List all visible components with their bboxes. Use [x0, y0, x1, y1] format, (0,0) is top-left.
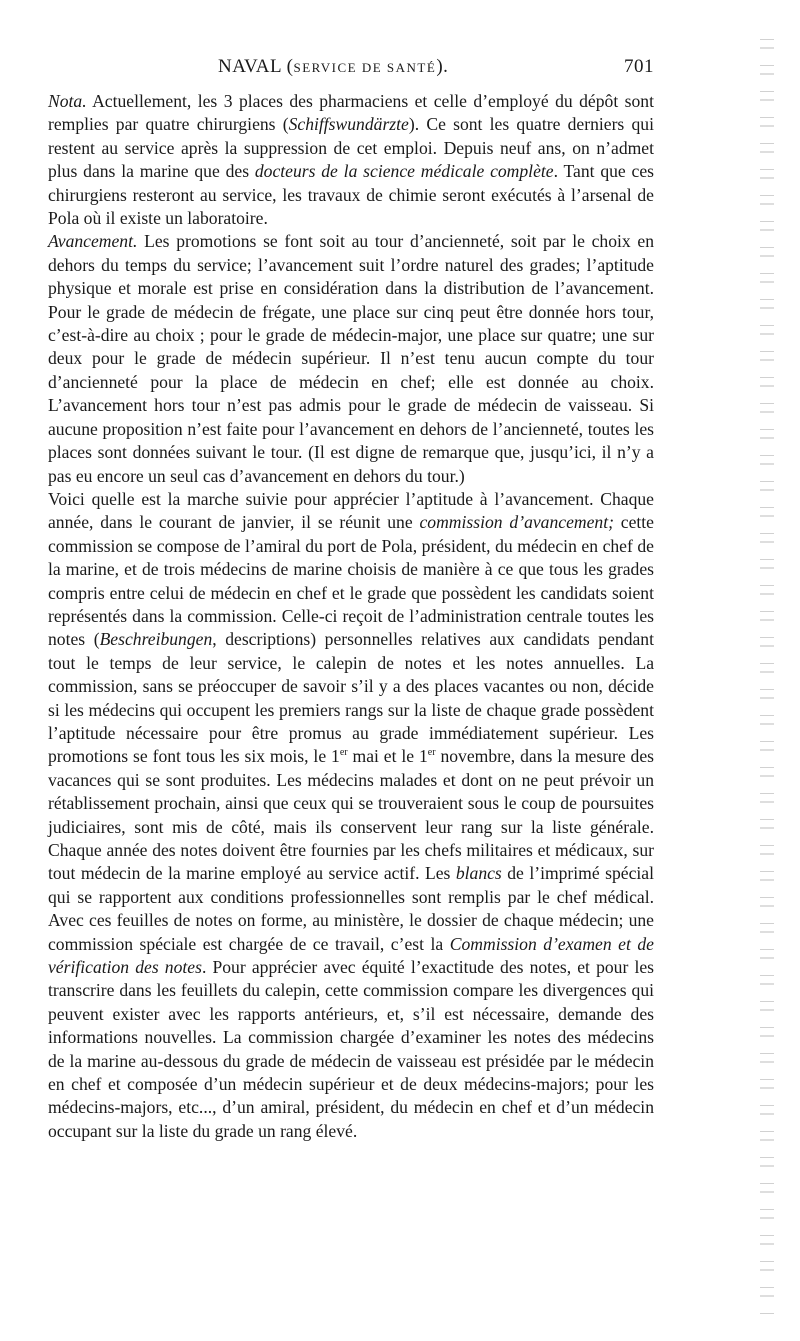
- italic-term: docteurs de la science médicale complète: [254, 161, 554, 182]
- paragraph-lead: Nota.: [48, 91, 87, 111]
- page-header: [48, 56, 654, 86]
- text-run: de l’imprimé spécial qui se rapportent aux conditions professionnelles sont remplis par le chef médical. Avec ces feuilles de notes on forme, au ministère, le dossier de chaque médecin; une commission spéciale est chargée de ce travail, c’est la: [48, 863, 654, 954]
- running-title-subtitle: SERVICE DE SANTÉ: [293, 60, 437, 75]
- page-number: 701: [624, 56, 654, 77]
- running-title-main: NAVAL (: [218, 56, 294, 77]
- text-run: Actuellement, les 3 places des pharmaciens et celle d’employé du dépôt sont remplies par quatre chirurgiens (: [48, 91, 654, 135]
- italic-term: commission d’avancement;: [419, 512, 614, 533]
- paragraph-nota: [48, 90, 654, 230]
- superscript: er: [339, 747, 348, 759]
- superscript: er: [427, 747, 436, 759]
- text-run: . Tant que ces chirurgiens resteront au service, les travaux de chimie seront exécutés à l’arsenal de Pola où il existe un laboratoire.: [48, 161, 654, 229]
- italic-term: Schiffswundärzte: [288, 114, 409, 135]
- running-title: [218, 56, 448, 78]
- running-title-end: ).: [436, 56, 449, 77]
- page-body: [48, 90, 654, 1143]
- text-run: Les promotions se font soit au tour d’ancienneté, soit par le choix en dehors du temps du service; l’avancement suit l’ordre naturel des grades; l’aptitude physique et morale est prise en considération dans la distribution de l’avancement. Pour le grade de médecin de frégate, une place sur cinq peut être donnée hors tour, c’est-à-dire au choix ; pour le grade de médecin-major, une place sur quatre; une sur deux pour le grade de médecin supérieur. Il n’est tenu aucun compte du tour d’ancienneté pour la place de médecin en chef; elle est donnée au choix. L’avancement hors tour n’est pas admis pour le grade de médecin de vaisseau. Si aucune proposition n’est faite pour l’avancement en dehors de l’ancienneté, toutes les places sont données suivant le tour. (Il est digne de remarque que, jusqu’ici, il n’y a pas eu encore un seul cas d’avancement en dehors du tour.): [48, 231, 654, 486]
- paragraph-lead: Avancement.: [48, 231, 138, 252]
- text-run: novembre, dans la mesure des vacances qui se sont produites. Les médecins malades et dont on ne peut prévoir un rétablissement prochain, ainsi que ceux qui se trouveraient sous le coup de poursuites judiciaires, sont mis de côté, mais ils conservent leur rang sur la liste générale. Chaque année des notes doivent être fournies par les chefs militaires et médicaux, sur tout médecin de la marine employé au service actif. Les: [48, 746, 654, 884]
- text-run: . Pour apprécier avec équité l’exactitude des notes, et pour les transcrire dans les feuillets du calepin, cette commission compare les divergences qui peuvent exister avec les rapports antérieurs, et, s’il est nécessaire, demande des informations nouvelles. La commission chargée d’examiner les notes des médecins de la marine au-dessous du grade de médecin de vaisseau est présidée par le médecin en chef et composée d’un médecin supérieur et de deux médecins-majors; pour les médecins-majors, etc..., d’un amiral, président, du médecin en chef et d’un médecin occupant sur la liste du grade un rang élevé.: [48, 957, 654, 1141]
- text-run: Voici quelle est la marche suivie pour apprécier l’aptitude à l’avancement. Chaque année, dans le courant de janvier, il se réunit une: [48, 488, 654, 533]
- italic-term: Beschreibungen: [99, 629, 213, 650]
- paragraph-avancement: [48, 230, 654, 487]
- italic-term: Commission d’examen et de vérification des notes: [48, 933, 654, 978]
- text-run: ). Ce sont les quatre derniers qui restent au service après la suppression de cet emploi. Depuis neuf ans, on n’admet plus dans la marine que des: [48, 114, 654, 182]
- italic-term: blancs: [455, 863, 502, 884]
- text-run: mai et le 1: [347, 746, 428, 767]
- text-run: cette commission se compose de l’amiral du port de Pola, président, du médecin en chef de la marine, et de trois médecins de marine choisis de manière à ce que tous les grades compris entre celui de médecin en chef et le grade que possèdent les candidats soient représentés dans la commission. Celle-ci reçoit de l’administration centrale toutes les notes (: [48, 512, 654, 650]
- text-run: , descriptions) personnelles relatives aux candidats pendant tout le temps de leur service, le calepin de notes et les notes annuelles. La commission, sans se préoccuper de savoir s’il y a des places vacantes ou non, décide si les médecins qui occupent les premiers rangs sur la liste de chaque grade possèdent l’aptitude nécessaire pour être promus au grade immédiatement supérieur. Les promotions se font tous les six mois, le 1: [48, 629, 654, 767]
- paragraph-marche: [48, 488, 654, 1143]
- scan-margin-marks: [760, 30, 774, 1320]
